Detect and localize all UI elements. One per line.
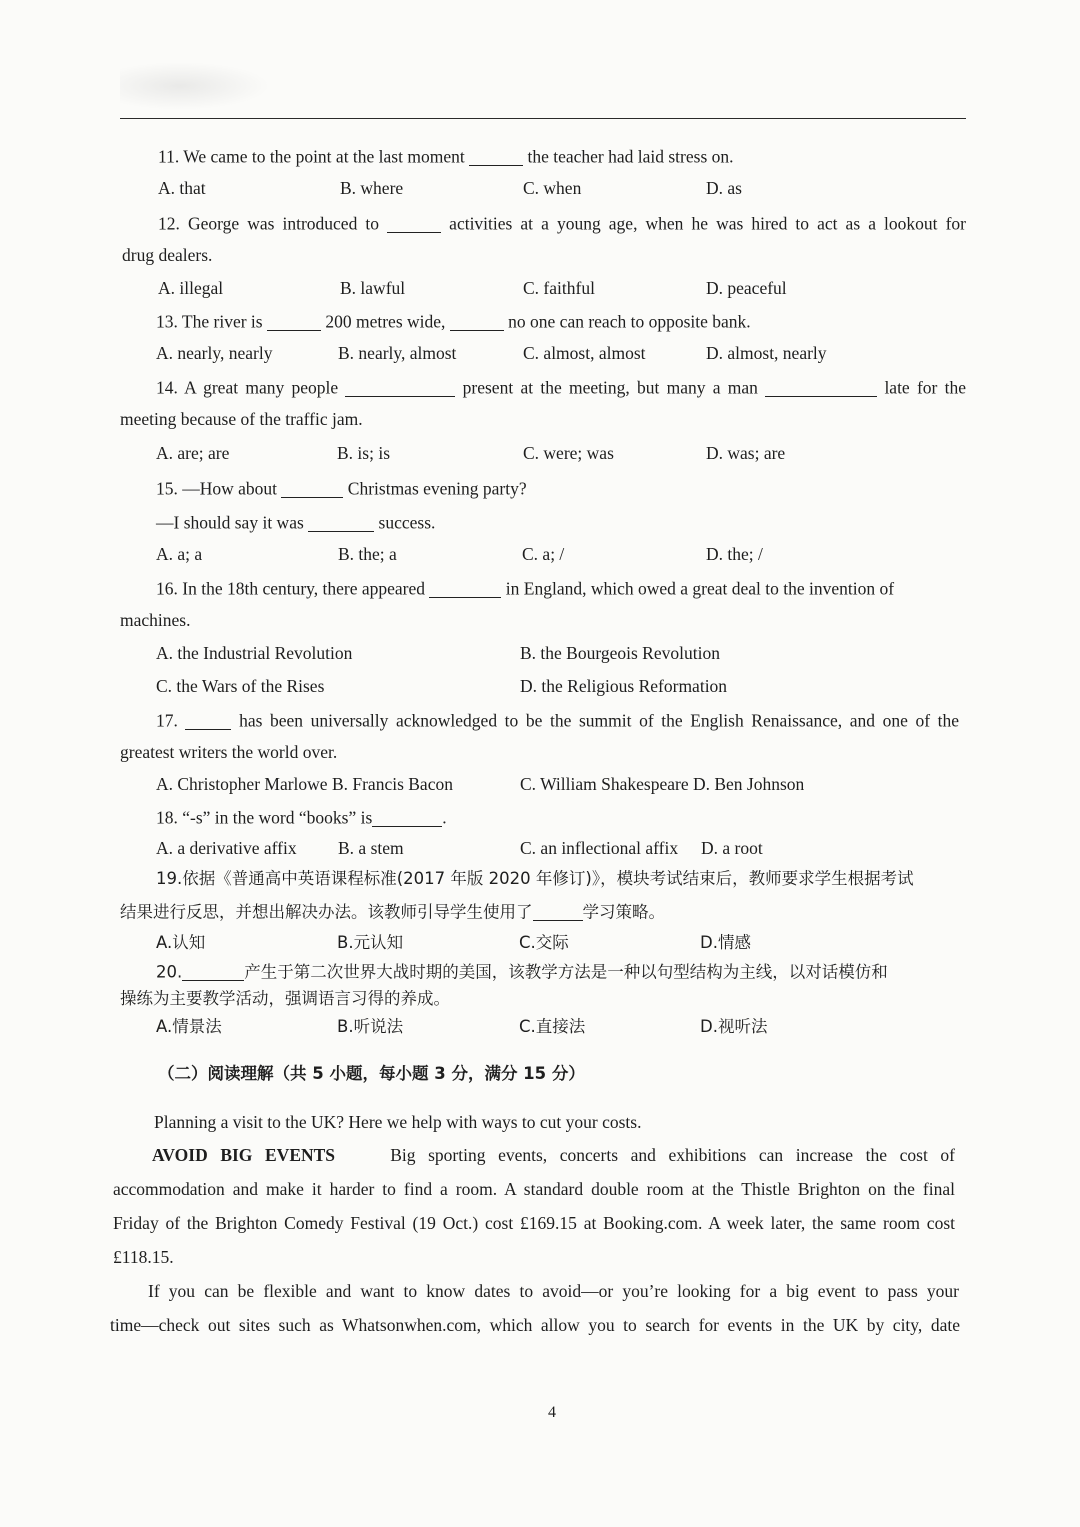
section-heading-reading: （二）阅读理解（共 5 小题，每小题 3 分，满分 15 分）: [158, 1064, 585, 1083]
q16-stem: [156, 579, 894, 598]
q11-stem-a: 11. We came to the point at the last moment: [158, 146, 465, 167]
header-logo-smudge: [120, 62, 270, 110]
q19-option-b: B.元认知: [337, 933, 404, 952]
q16-stem-b: in England, which owed a great deal to the invention of: [505, 578, 895, 599]
q15-stem-d: success.: [378, 512, 436, 533]
q15-stem-b: Christmas evening party?: [347, 478, 527, 499]
q17-option-ab: A. Christopher Marlowe B. Francis Bacon: [156, 774, 453, 794]
q19-option-d: D.情感: [700, 933, 751, 952]
q18-option-b: B. a stem: [338, 838, 404, 858]
q19-stem-line-2: [120, 903, 665, 921]
q14-option-c: C. were; was: [523, 443, 614, 463]
q11-option-c: C. when: [523, 178, 582, 198]
q14-option-a: A. are; are: [156, 443, 230, 463]
q12-option-d: D. peaceful: [706, 278, 787, 298]
q11-option-d: D. as: [706, 178, 742, 198]
q17-stem-b: has been universally acknowledged to be the summit of the English Renaissance, and one of the: [239, 710, 960, 731]
q20-option-b: B.听说法: [337, 1017, 404, 1036]
q18-option-d: D. a root: [701, 838, 763, 858]
q18-option-c: C. an inflectional affix: [520, 838, 679, 858]
q20-blank: [182, 963, 244, 981]
q14-stem-b: present at the meeting, but many a man: [462, 377, 758, 398]
q15-stem-a: 15. —How about: [156, 478, 278, 499]
q15-stem-line-1: [156, 479, 527, 498]
q15-option-b: B. the; a: [338, 544, 397, 564]
reading-para1-line-4: £118.15.: [113, 1247, 174, 1267]
q16-option-c: C. the Wars of the Rises: [156, 676, 325, 696]
q12-blank: [387, 214, 441, 233]
q17-option-cd: C. William Shakespeare D. Ben Johnson: [520, 774, 805, 794]
q15-option-a: A. a; a: [156, 544, 203, 564]
q19-stem-b: 结果进行反思，并想出解决办法。该教师引导学生使用了: [120, 902, 533, 922]
q19-blank: [533, 903, 583, 921]
q11-blank: [469, 147, 523, 166]
q12-option-c: C. faithful: [523, 278, 595, 298]
q14-stem-c: late for the: [884, 377, 967, 398]
q16-blank: [429, 579, 501, 598]
q20-stem-b: 产生于第二次世界大战时期的美国，该教学方法是一种以句型结构为主线，以对话模仿和: [244, 962, 888, 982]
q13-option-c: C. almost, almost: [523, 343, 646, 363]
reading-para1-line-1: [152, 1147, 955, 1165]
q13-blank-1: [267, 312, 321, 331]
q14-stem: [156, 378, 966, 397]
q12-stem-c: drug dealers.: [122, 245, 213, 265]
page-number: 4: [548, 1404, 556, 1421]
q14-stem-d: meeting because of the traffic jam.: [120, 409, 363, 429]
q13-stem: [156, 312, 751, 331]
q11-stem-b: the teacher had laid stress on.: [527, 146, 734, 167]
q18-stem-b: .: [442, 807, 447, 828]
q12-option-b: B. lawful: [340, 278, 406, 298]
q16-option-a: A. the Industrial Revolution: [156, 643, 353, 663]
q13-option-a: A. nearly, nearly: [156, 343, 273, 363]
q13-stem-c: no one can reach to opposite bank.: [508, 311, 751, 332]
para1-label: AVOID BIG EVENTS: [152, 1145, 336, 1165]
q17-blank: [185, 711, 231, 730]
q16-option-b: B. the Bourgeois Revolution: [520, 643, 720, 663]
q15-option-c: C. a; /: [522, 544, 565, 564]
q12-option-a: A. illegal: [158, 278, 224, 298]
reading-para2-line-1: If you can be flexible and want to know dates to avoid—or you’re looking for a big event to pass your: [148, 1281, 959, 1301]
q14-stem-a: 14. A great many people: [156, 377, 339, 398]
q17-stem-c: greatest writers the world over.: [120, 742, 338, 762]
q15-option-d: D. the; /: [706, 544, 763, 564]
q13-blank-2: [450, 312, 504, 331]
reading-intro: Planning a visit to the UK? Here we help with ways to cut your costs.: [154, 1112, 642, 1132]
q20-stem-c: 操练为主要教学活动，强调语言习得的养成。: [120, 989, 450, 1008]
q16-stem-a: 16. In the 18th century, there appeared: [156, 578, 426, 599]
q19-option-c: C.交际: [519, 933, 569, 952]
q17-stem: [156, 711, 959, 730]
q17-stem-a: 17.: [156, 710, 178, 731]
q18-option-a: A. a derivative affix: [156, 838, 297, 858]
q14-option-d: D. was; are: [706, 443, 786, 463]
q15-stem-line-2: [156, 513, 435, 532]
q15-blank-1: [281, 479, 343, 498]
q19-stem-c: 学习策略。: [582, 902, 665, 922]
q14-option-b: B. is; is: [337, 443, 391, 463]
q12-stem-a: 12. George was introduced to: [158, 213, 380, 234]
q13-option-b: B. nearly, almost: [338, 343, 457, 363]
q14-blank-1: [345, 378, 455, 397]
q13-stem-a: 13. The river is: [156, 311, 263, 332]
q19-stem-a: 19.依据《普通高中英语课程标准(2017 年版 2020 年修订)》，模块考试结束后，教师要求学生根据考试: [156, 869, 914, 888]
para1-text-1: Big sporting events, concerts and exhibitions can increase the cost of: [390, 1145, 955, 1165]
q20-option-d: D.视听法: [700, 1017, 768, 1036]
q18-stem: [156, 808, 447, 827]
reading-para1-line-2: accommodation and make it harder to find a room. A standard double room at the Thistle Brighton on the final: [113, 1179, 955, 1199]
q12-stem: [158, 214, 966, 233]
reading-para2-line-2: time—check out sites such as Whatsonwhen.com, which allow you to search for events in the UK by city, date: [110, 1315, 960, 1335]
q19-option-a: A.认知: [156, 933, 206, 952]
q15-blank-2: [308, 513, 374, 532]
q13-stem-b: 200 metres wide,: [325, 311, 446, 332]
q12-stem-b: activities at a young age, when he was hired to act as a lookout for: [449, 213, 966, 234]
q20-stem-line-1: [156, 963, 888, 981]
q11-stem: [158, 147, 734, 166]
q16-stem-c: machines.: [120, 610, 191, 630]
reading-para1-line-3: Friday of the Brighton Comedy Festival (19 Oct.) cost £169.15 at Booking.com. A week later, the same room cost: [113, 1213, 955, 1233]
q15-stem-c: —I should say it was: [156, 512, 304, 533]
q18-blank: [372, 808, 442, 827]
q14-blank-2: [765, 378, 877, 397]
header-rule: [120, 118, 966, 119]
q18-stem-a: 18. “-s” in the word “books” is: [156, 807, 373, 828]
q11-option-a: A. that: [158, 178, 206, 198]
q13-option-d: D. almost, nearly: [706, 343, 827, 363]
q11-option-b: B. where: [340, 178, 404, 198]
q20-option-a: A.情景法: [156, 1017, 222, 1036]
q20-option-c: C.直接法: [519, 1017, 586, 1036]
q16-option-d: D. the Religious Reformation: [520, 676, 728, 696]
q20-stem-a: 20.: [156, 962, 183, 982]
